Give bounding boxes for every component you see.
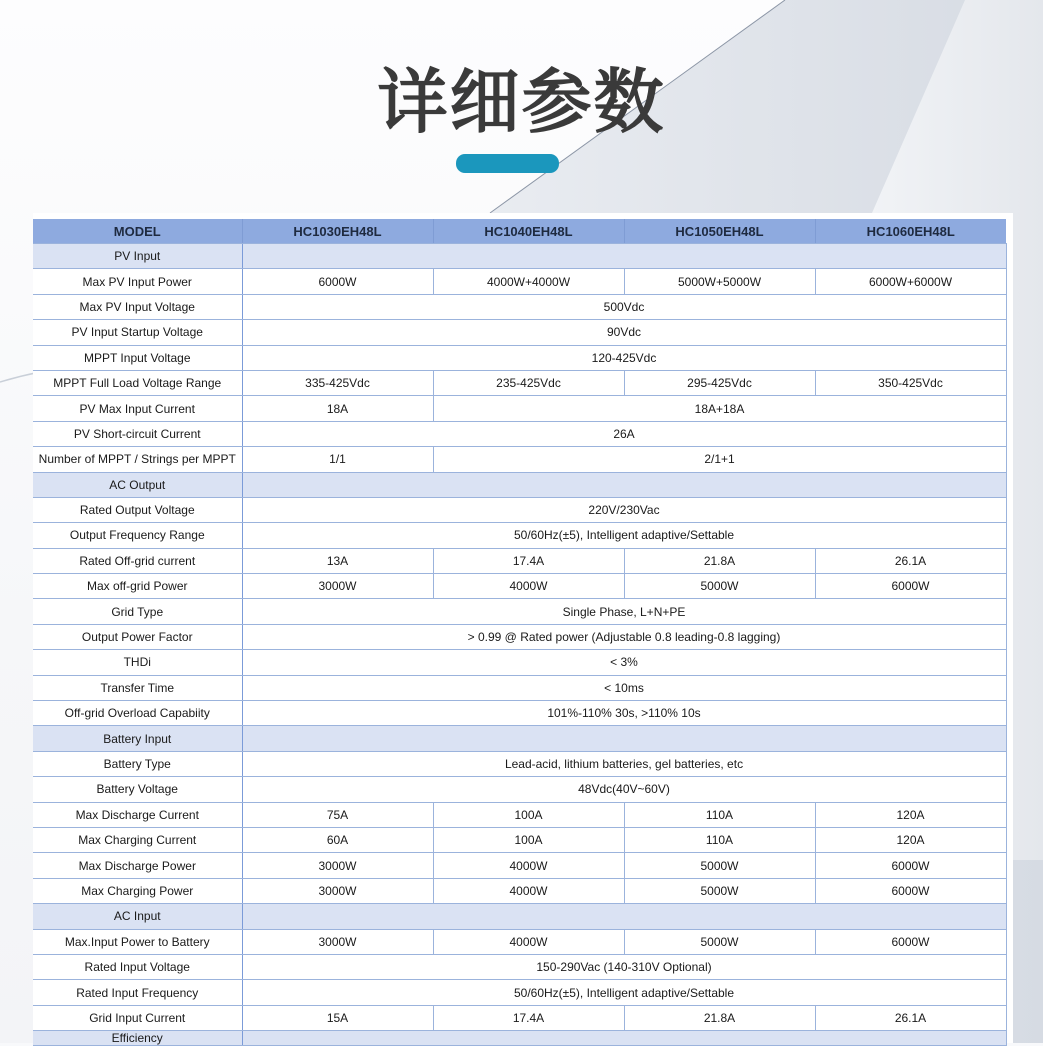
table-row: [33, 294, 1006, 319]
table-row: [33, 701, 1006, 726]
table-row: [33, 447, 1006, 472]
row-label: Output Frequency Range: [33, 523, 242, 548]
value-cell: 17.4A: [433, 1005, 624, 1030]
value-cell: 6000W: [815, 574, 1006, 599]
value-cell: 6000W: [815, 878, 1006, 903]
value-cell: 17.4A: [433, 548, 624, 573]
value-cell: 21.8A: [624, 548, 815, 573]
value-cell: 60A: [242, 827, 433, 852]
merged-value-cell: 220V/230Vac: [242, 497, 1006, 522]
value-cell: 6000W: [815, 853, 1006, 878]
row-label: PV Short-circuit Current: [33, 421, 242, 446]
row-label: Rated Input Frequency: [33, 980, 242, 1005]
value-cell: 4000W: [433, 929, 624, 954]
merged-value-cell: Lead-acid, lithium batteries, gel batteries, etc: [242, 751, 1006, 776]
header-hc1060: HC1060EH48L: [815, 219, 1006, 244]
row-label: PV Max Input Current: [33, 396, 242, 421]
table-row: [33, 675, 1006, 700]
value-cell: 5000W: [624, 878, 815, 903]
value-cell: 120A: [815, 827, 1006, 852]
value-cell: 26.1A: [815, 548, 1006, 573]
row-label: THDi: [33, 650, 242, 675]
header-model: MODEL: [33, 219, 242, 244]
spec-table: [33, 219, 1007, 1046]
merged-value-cell: > 0.99 @ Rated power (Adjustable 0.8 leading-0.8 lagging): [242, 624, 1006, 649]
value-cell: 110A: [624, 827, 815, 852]
row-label: Max Charging Power: [33, 878, 242, 903]
value-cell: 235-425Vdc: [433, 370, 624, 395]
row-label: Rated Output Voltage: [33, 497, 242, 522]
page-title: 详细参数: [377, 61, 666, 143]
value-cell: 15A: [242, 1005, 433, 1030]
table-row: [33, 650, 1006, 675]
value-cell: 100A: [433, 827, 624, 852]
table-header-row: [33, 219, 1006, 244]
table-row: [33, 421, 1006, 446]
table-section-row: [33, 1031, 1006, 1046]
value-cell: 1/1: [242, 447, 433, 472]
table-section-row: [33, 244, 1006, 269]
row-label: Off-grid Overload Capabiity: [33, 701, 242, 726]
section-fill: [242, 244, 1006, 269]
merged-value-cell: < 3%: [242, 650, 1006, 675]
value-cell: 3000W: [242, 853, 433, 878]
merged-value-cell: 48Vdc(40V~60V): [242, 777, 1006, 802]
table-row: [33, 954, 1006, 979]
row-label: Rated Off-grid current: [33, 548, 242, 573]
merged-value-cell: 26A: [242, 421, 1006, 446]
header-hc1040: HC1040EH48L: [433, 219, 624, 244]
header-hc1050: HC1050EH48L: [624, 219, 815, 244]
table-row: [33, 980, 1006, 1005]
spec-table-container: [33, 213, 1013, 1046]
value-cell: 295-425Vdc: [624, 370, 815, 395]
table-section-row: [33, 472, 1006, 497]
value-cell: 75A: [242, 802, 433, 827]
section-fill: [242, 1031, 1006, 1046]
table-row: [33, 929, 1006, 954]
table-row: [33, 523, 1006, 548]
table-row: [33, 320, 1006, 345]
table-row: [33, 269, 1006, 294]
value-cell: 335-425Vdc: [242, 370, 433, 395]
table-row: [33, 878, 1006, 903]
row-label: Number of MPPT / Strings per MPPT: [33, 447, 242, 472]
value-cell: 110A: [624, 802, 815, 827]
table-row: [33, 624, 1006, 649]
table-row: [33, 396, 1006, 421]
value-cell: 13A: [242, 548, 433, 573]
row-label: Max Discharge Current: [33, 802, 242, 827]
value-cell: 5000W: [624, 853, 815, 878]
table-row: [33, 1005, 1006, 1030]
value-cell: 6000W+6000W: [815, 269, 1006, 294]
value-cell: 6000W: [815, 929, 1006, 954]
value-cell: 120A: [815, 802, 1006, 827]
row-label: Max PV Input Power: [33, 269, 242, 294]
merged-value-cell: 50/60Hz(±5), Intelligent adaptive/Settable: [242, 523, 1006, 548]
merged-value-cell: 2/1+1: [433, 447, 1006, 472]
row-label: AC Input: [33, 904, 242, 929]
row-label: Efficiency: [33, 1031, 242, 1046]
header-hc1030: HC1030EH48L: [242, 219, 433, 244]
table-row: [33, 574, 1006, 599]
row-label: Battery Input: [33, 726, 242, 751]
row-label: Max off-grid Power: [33, 574, 242, 599]
value-cell: 3000W: [242, 574, 433, 599]
row-label: Output Power Factor: [33, 624, 242, 649]
table-row: [33, 497, 1006, 522]
section-fill: [242, 726, 1006, 751]
merged-value-cell: 18A+18A: [433, 396, 1006, 421]
row-label: Max PV Input Voltage: [33, 294, 242, 319]
row-label: Battery Type: [33, 751, 242, 776]
row-label: MPPT Input Voltage: [33, 345, 242, 370]
row-label: AC Output: [33, 472, 242, 497]
merged-value-cell: 101%-110% 30s, >110% 10s: [242, 701, 1006, 726]
row-label: Max Discharge Power: [33, 853, 242, 878]
value-cell: 350-425Vdc: [815, 370, 1006, 395]
value-cell: 3000W: [242, 878, 433, 903]
value-cell: 21.8A: [624, 1005, 815, 1030]
merged-value-cell: 500Vdc: [242, 294, 1006, 319]
row-label: MPPT Full Load Voltage Range: [33, 370, 242, 395]
row-label: Grid Type: [33, 599, 242, 624]
table-row: [33, 345, 1006, 370]
table-section-row: [33, 726, 1006, 751]
table-row: [33, 370, 1006, 395]
row-label: PV Input: [33, 244, 242, 269]
merged-value-cell: 50/60Hz(±5), Intelligent adaptive/Settable: [242, 980, 1006, 1005]
value-cell: 18A: [242, 396, 433, 421]
value-cell: 4000W: [433, 878, 624, 903]
table-row: [33, 599, 1006, 624]
value-cell: 4000W+4000W: [433, 269, 624, 294]
table-section-row: [33, 904, 1006, 929]
row-label: Transfer Time: [33, 675, 242, 700]
merged-value-cell: Single Phase, L+N+PE: [242, 599, 1006, 624]
table-row: [33, 827, 1006, 852]
section-fill: [242, 904, 1006, 929]
value-cell: 5000W: [624, 929, 815, 954]
table-row: [33, 548, 1006, 573]
merged-value-cell: 90Vdc: [242, 320, 1006, 345]
row-label: Max Charging Current: [33, 827, 242, 852]
value-cell: 26.1A: [815, 1005, 1006, 1030]
value-cell: 3000W: [242, 929, 433, 954]
table-row: [33, 751, 1006, 776]
row-label: Battery Voltage: [33, 777, 242, 802]
merged-value-cell: < 10ms: [242, 675, 1006, 700]
row-label: Grid Input Current: [33, 1005, 242, 1030]
value-cell: 4000W: [433, 853, 624, 878]
row-label: PV Input Startup Voltage: [33, 320, 242, 345]
table-row: [33, 777, 1006, 802]
merged-value-cell: 150-290Vac (140-310V Optional): [242, 954, 1006, 979]
row-label: Max.Input Power to Battery: [33, 929, 242, 954]
table-row: [33, 802, 1006, 827]
merged-value-cell: 120-425Vdc: [242, 345, 1006, 370]
title-underline-bar: [456, 154, 559, 173]
value-cell: 4000W: [433, 574, 624, 599]
table-row: [33, 853, 1006, 878]
value-cell: 100A: [433, 802, 624, 827]
section-fill: [242, 472, 1006, 497]
row-label: Rated Input Voltage: [33, 954, 242, 979]
value-cell: 5000W+5000W: [624, 269, 815, 294]
value-cell: 6000W: [242, 269, 433, 294]
value-cell: 5000W: [624, 574, 815, 599]
